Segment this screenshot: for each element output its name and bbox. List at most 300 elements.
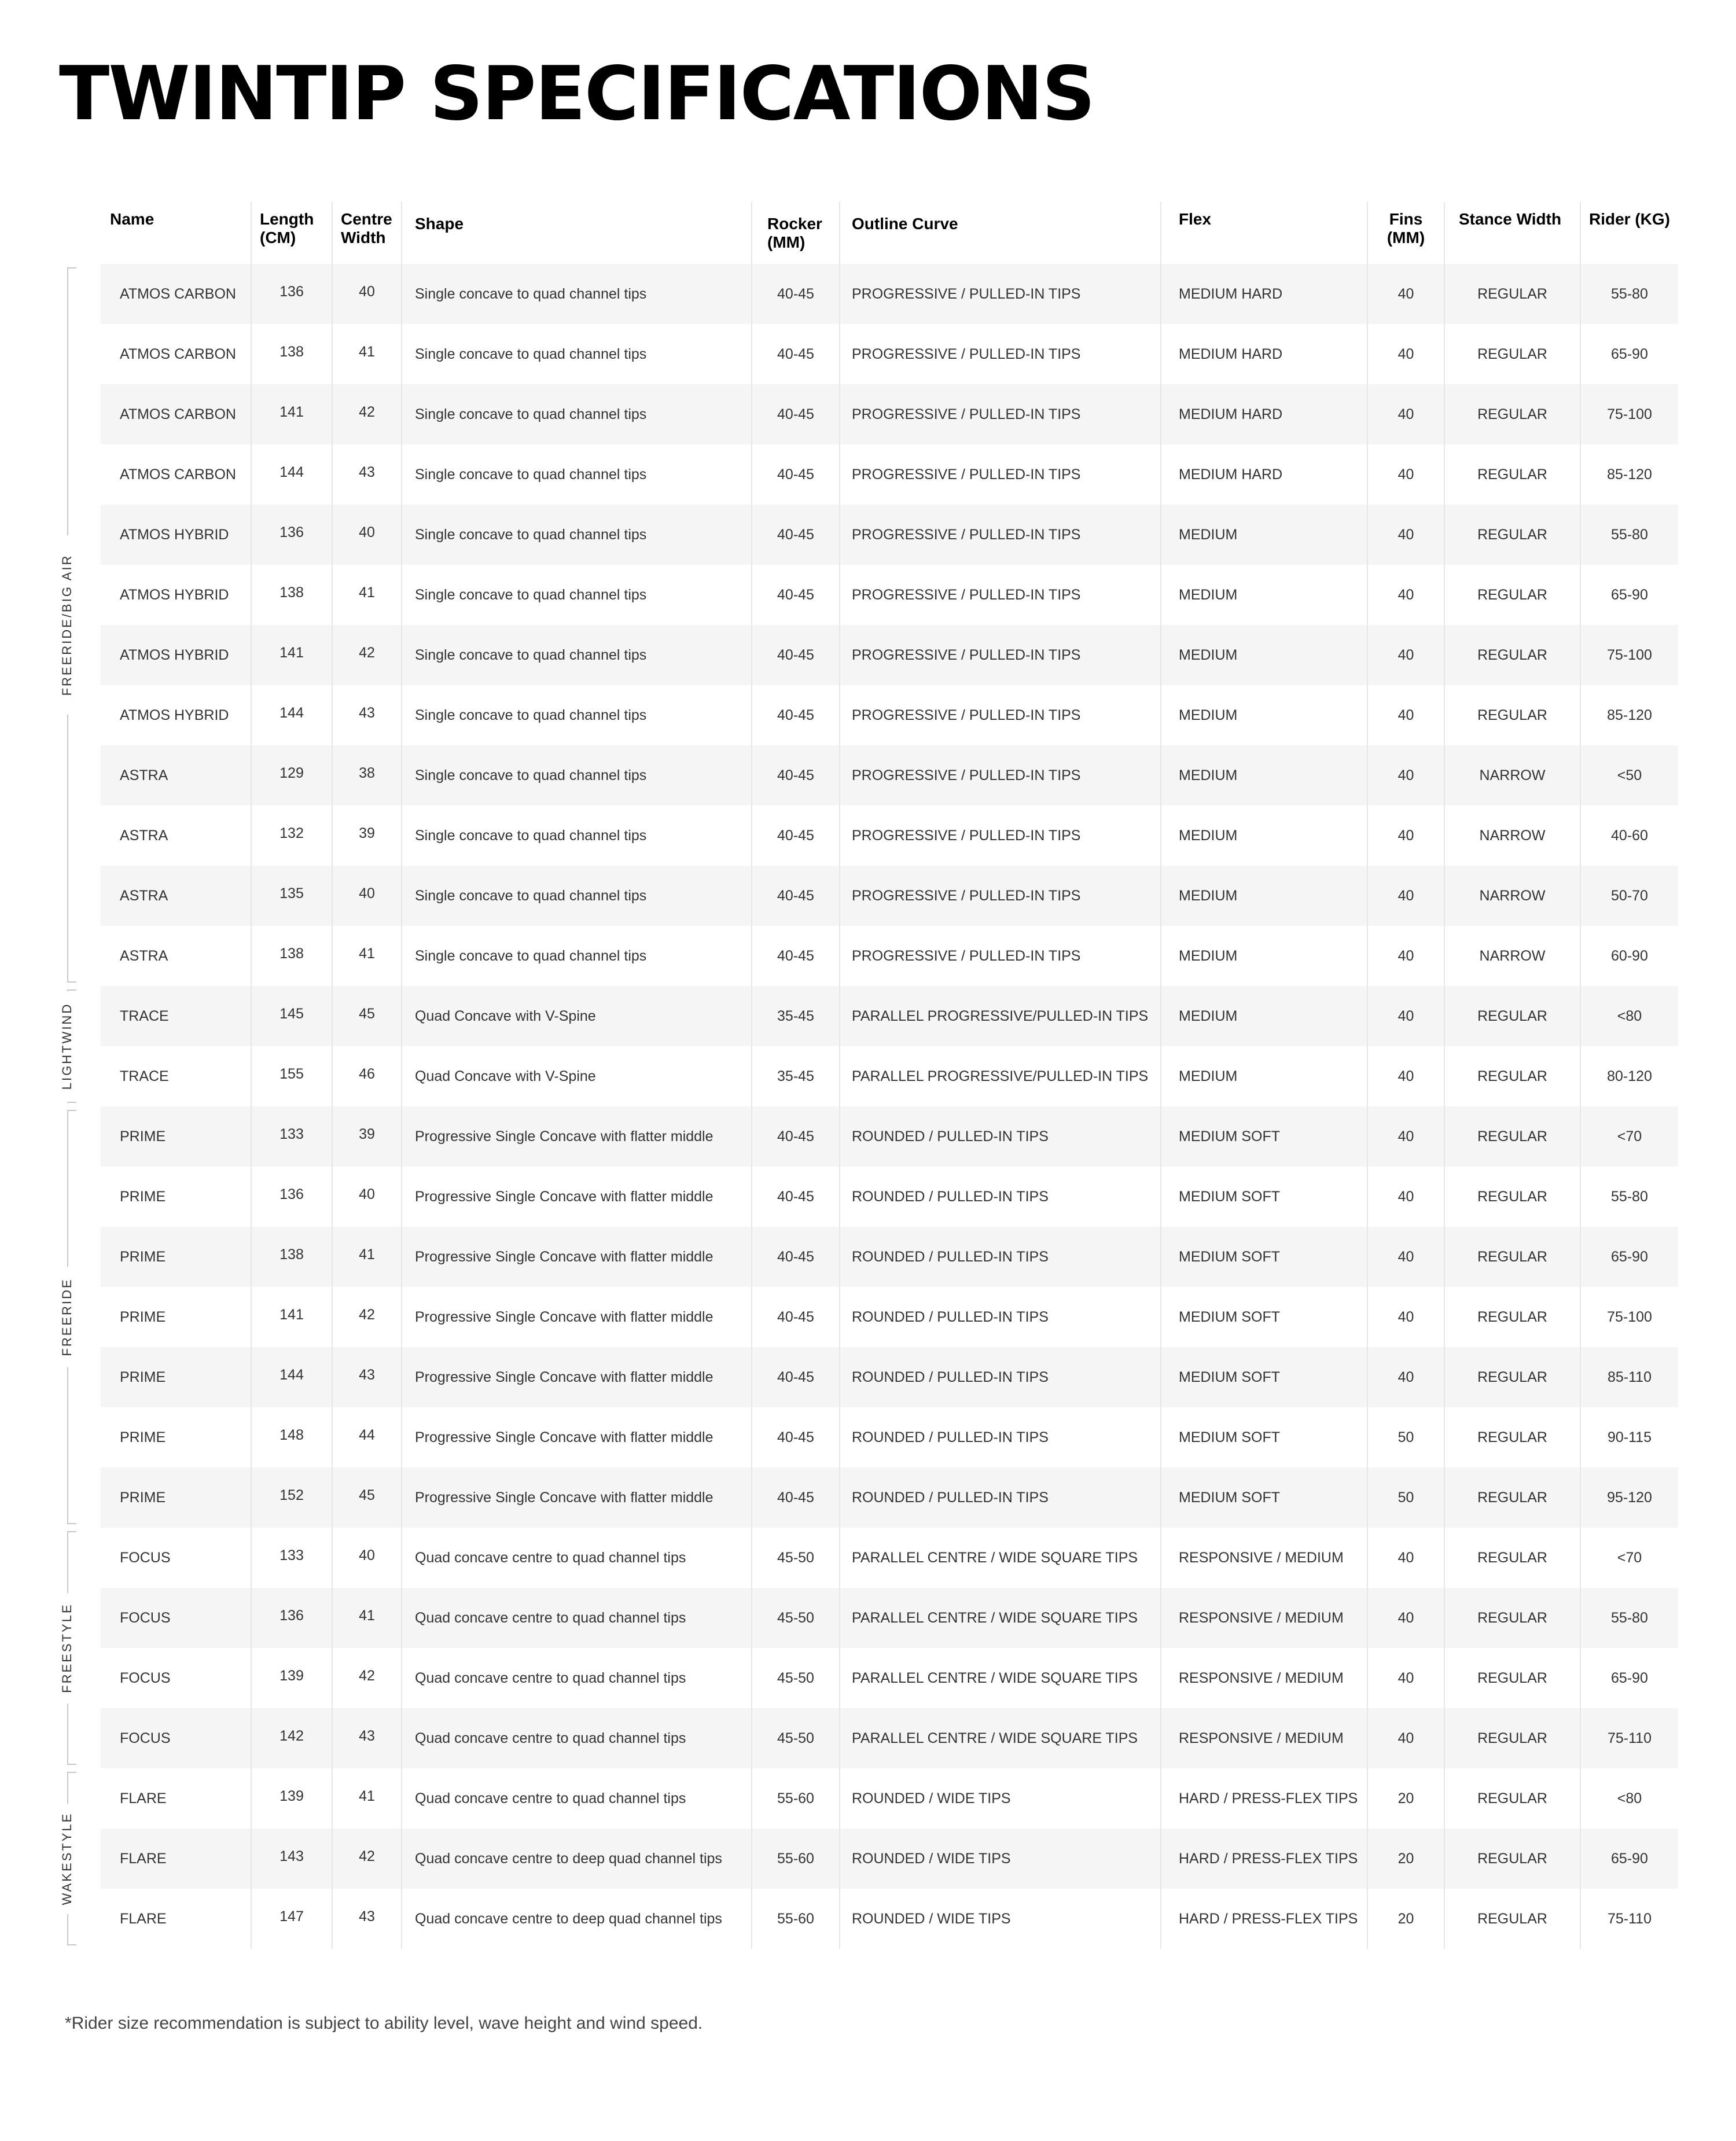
stance-width-cell: REGULAR [1444, 1528, 1580, 1588]
shape-cell: Quad Concave with V-Spine [402, 986, 752, 1046]
fins-cell: 40 [1367, 324, 1444, 384]
bracket-cap-top [67, 1772, 76, 1773]
column-header-centre-width: Centre Width [332, 202, 402, 264]
flex-cell: MEDIUM [1161, 926, 1367, 986]
stance-width-cell: REGULAR [1444, 1768, 1580, 1829]
centre-width-cell: 42 [332, 1648, 402, 1708]
stance-width-cell: REGULAR [1444, 1106, 1580, 1167]
category-label: FREERIDE/BIG AIR [60, 554, 74, 696]
shape-cell: Quad concave centre to quad channel tips [402, 1648, 752, 1708]
shape-cell: Progressive Single Concave with flatter middle [402, 1407, 752, 1467]
flex-cell: MEDIUM HARD [1161, 384, 1367, 444]
flex-cell: HARD / PRESS-FLEX TIPS [1161, 1768, 1367, 1829]
shape-cell: Single concave to quad channel tips [402, 444, 752, 505]
rider-cell: 65-90 [1580, 1829, 1678, 1889]
outline-curve-cell: ROUNDED / PULLED-IN TIPS [840, 1467, 1161, 1528]
outline-curve-cell: PROGRESSIVE / PULLED-IN TIPS [840, 444, 1161, 505]
table-row [101, 1046, 1678, 1106]
bracket-cap-top [67, 1110, 76, 1111]
rider-cell: 60-90 [1580, 926, 1678, 986]
bracket-line [67, 989, 68, 991]
fins-cell: 40 [1367, 264, 1444, 324]
stance-width-cell: REGULAR [1444, 1287, 1580, 1347]
table-row [101, 1708, 1678, 1768]
table-row [101, 384, 1678, 444]
rider-cell: 85-120 [1580, 685, 1678, 745]
centre-width-cell: 44 [332, 1407, 402, 1467]
outline-curve-cell: PROGRESSIVE / PULLED-IN TIPS [840, 866, 1161, 926]
name-cell: PRIME [120, 1429, 166, 1445]
page-title: TWINTIP SPECIFICATIONS [59, 51, 1094, 137]
rocker-cell: 40-45 [752, 1467, 840, 1528]
column-header-name: Name [101, 202, 251, 264]
stance-width-cell: REGULAR [1444, 1407, 1580, 1467]
name-cell: ASTRA [101, 745, 251, 805]
shape-cell: Single concave to quad channel tips [402, 324, 752, 384]
centre-width-cell: 39 [332, 805, 402, 866]
fins-cell: 40 [1367, 805, 1444, 866]
rider-cell: 65-90 [1580, 565, 1678, 625]
shape-cell: Quad Concave with V-Spine [402, 1046, 752, 1106]
flex-cell: MEDIUM [1161, 986, 1367, 1046]
name-cell: ATMOS CARBON [120, 466, 236, 483]
length-cell: 144 [251, 444, 332, 505]
outline-curve-cell: ROUNDED / PULLED-IN TIPS [840, 1167, 1161, 1227]
outline-curve-cell: PROGRESSIVE / PULLED-IN TIPS [840, 264, 1161, 324]
shape-cell: Single concave to quad channel tips [402, 625, 752, 685]
shape-cell: Single concave to quad channel tips [402, 805, 752, 866]
outline-curve-cell: ROUNDED / WIDE TIPS [840, 1768, 1161, 1829]
name-cell: PRIME [120, 1188, 166, 1205]
fins-cell: 40 [1367, 1106, 1444, 1167]
name-cell: PRIME [101, 1106, 251, 1167]
fins-cell: 40 [1367, 866, 1444, 926]
column-header-stance-width: Stance Width [1444, 202, 1580, 264]
centre-width-cell: 42 [332, 1287, 402, 1347]
length-cell: 136 [251, 1588, 332, 1648]
bracket-line [67, 1110, 68, 1267]
category-label: FREERIDE [60, 1278, 74, 1356]
fins-cell: 40 [1367, 685, 1444, 745]
rocker-cell: 45-50 [752, 1708, 840, 1768]
outline-curve-cell: PROGRESSIVE / PULLED-IN TIPS [840, 565, 1161, 625]
table-row [101, 505, 1678, 565]
rider-cell: 55-80 [1580, 264, 1678, 324]
stance-width-cell: NARROW [1444, 805, 1580, 866]
rider-cell: 65-90 [1580, 1648, 1678, 1708]
fins-cell: 40 [1367, 625, 1444, 685]
stance-width-cell: REGULAR [1444, 1648, 1580, 1708]
rider-cell: 75-100 [1580, 625, 1678, 685]
table-row [101, 805, 1678, 866]
bracket-cap-bottom [67, 1102, 76, 1103]
flex-cell: MEDIUM [1161, 805, 1367, 866]
table-row [101, 1167, 1678, 1227]
rocker-cell: 40-45 [752, 565, 840, 625]
shape-cell: Quad concave centre to quad channel tips [402, 1768, 752, 1829]
flex-cell: MEDIUM HARD [1161, 324, 1367, 384]
table-row [101, 986, 1678, 1046]
shape-cell: Quad concave centre to quad channel tips [402, 1528, 752, 1588]
name-cell: FLARE [120, 1910, 167, 1927]
outline-curve-cell: PROGRESSIVE / PULLED-IN TIPS [840, 625, 1161, 685]
flex-cell: MEDIUM [1161, 745, 1367, 805]
category-label: WAKESTYLE [60, 1812, 74, 1905]
rocker-cell: 40-45 [752, 805, 840, 866]
name-cell: FLARE [101, 1829, 251, 1889]
length-cell: 144 [251, 1347, 332, 1407]
flex-cell: MEDIUM [1161, 685, 1367, 745]
name-cell: TRACE [101, 986, 251, 1046]
rocker-cell: 40-45 [752, 745, 840, 805]
rider-cell: 75-100 [1580, 384, 1678, 444]
stance-width-cell: REGULAR [1444, 1829, 1580, 1889]
name-cell: PRIME [101, 1347, 251, 1407]
stance-width-cell: REGULAR [1444, 1889, 1580, 1949]
rocker-cell: 40-45 [752, 625, 840, 685]
rider-cell: 85-120 [1580, 444, 1678, 505]
rider-cell: 65-90 [1580, 324, 1678, 384]
stance-width-cell: REGULAR [1444, 324, 1580, 384]
rocker-cell: 40-45 [752, 505, 840, 565]
rider-cell: <70 [1580, 1528, 1678, 1588]
shape-cell: Quad concave centre to quad channel tips [402, 1708, 752, 1768]
fins-cell: 20 [1367, 1829, 1444, 1889]
fins-cell: 40 [1367, 1588, 1444, 1648]
bracket-cap-bottom [67, 981, 76, 983]
centre-width-cell: 41 [332, 565, 402, 625]
centre-width-cell: 40 [332, 505, 402, 565]
flex-cell: MEDIUM HARD [1161, 444, 1367, 505]
rocker-cell: 55-60 [752, 1829, 840, 1889]
outline-curve-cell: ROUNDED / WIDE TIPS [840, 1889, 1161, 1949]
shape-cell: Quad concave centre to deep quad channel tips [402, 1829, 752, 1889]
length-cell: 129 [251, 745, 332, 805]
rocker-cell: 40-45 [752, 1407, 840, 1467]
bracket-cap-top [67, 989, 76, 991]
length-cell: 132 [251, 805, 332, 866]
fins-cell: 40 [1367, 926, 1444, 986]
length-cell: 136 [251, 1167, 332, 1227]
outline-curve-cell: PARALLEL CENTRE / WIDE SQUARE TIPS [840, 1648, 1161, 1708]
name-cell: ATMOS CARBON [120, 345, 236, 362]
outline-curve-cell: ROUNDED / WIDE TIPS [840, 1829, 1161, 1889]
centre-width-cell: 40 [332, 264, 402, 324]
flex-cell: RESPONSIVE / MEDIUM [1161, 1708, 1367, 1768]
length-cell: 138 [251, 1227, 332, 1287]
length-cell: 144 [251, 685, 332, 745]
flex-cell: MEDIUM SOFT [1161, 1407, 1367, 1467]
category-sidebar [58, 264, 87, 1933]
rider-cell: 50-70 [1580, 866, 1678, 926]
centre-width-cell: 45 [332, 1467, 402, 1528]
rocker-cell: 40-45 [752, 444, 840, 505]
rocker-cell: 55-60 [752, 1889, 840, 1949]
name-cell: ATMOS HYBRID [101, 625, 251, 685]
flex-cell: HARD / PRESS-FLEX TIPS [1161, 1889, 1367, 1949]
rider-cell: 40-60 [1580, 805, 1678, 866]
column-header-outline-curve: Outline Curve [840, 202, 1161, 264]
centre-width-cell: 46 [332, 1046, 402, 1106]
length-cell: 139 [251, 1648, 332, 1708]
rocker-cell: 40-45 [752, 324, 840, 384]
name-cell: FLARE [120, 1790, 167, 1807]
length-cell: 136 [251, 264, 332, 324]
fins-cell: 40 [1367, 986, 1444, 1046]
name-cell: FOCUS [101, 1708, 251, 1768]
fins-cell: 50 [1367, 1407, 1444, 1467]
fins-cell: 40 [1367, 1227, 1444, 1287]
rocker-cell: 35-45 [752, 1046, 840, 1106]
rocker-cell: 40-45 [752, 1167, 840, 1227]
flex-cell: RESPONSIVE / MEDIUM [1161, 1588, 1367, 1648]
bracket-line [67, 1914, 68, 1946]
bracket-cap-bottom [67, 1944, 76, 1945]
shape-cell: Single concave to quad channel tips [402, 866, 752, 926]
length-cell: 145 [251, 986, 332, 1046]
flex-cell: HARD / PRESS-FLEX TIPS [1161, 1829, 1367, 1889]
centre-width-cell: 45 [332, 986, 402, 1046]
length-cell: 136 [251, 505, 332, 565]
fins-cell: 40 [1367, 745, 1444, 805]
name-cell: PRIME [101, 1227, 251, 1287]
shape-cell: Single concave to quad channel tips [402, 565, 752, 625]
table-row [101, 685, 1678, 745]
fins-cell: 40 [1367, 1287, 1444, 1347]
rocker-cell: 55-60 [752, 1768, 840, 1829]
rocker-cell: 45-50 [752, 1588, 840, 1648]
outline-curve-cell: PROGRESSIVE / PULLED-IN TIPS [840, 384, 1161, 444]
stance-width-cell: NARROW [1444, 866, 1580, 926]
table-row [101, 745, 1678, 805]
rider-cell: <80 [1580, 1768, 1678, 1829]
name-cell: FOCUS [101, 1588, 251, 1648]
column-header-shape: Shape [402, 202, 752, 264]
name-cell: PRIME [120, 1308, 166, 1325]
stance-width-cell: REGULAR [1444, 1708, 1580, 1768]
table-row [101, 1407, 1678, 1467]
length-cell: 133 [251, 1106, 332, 1167]
shape-cell: Single concave to quad channel tips [402, 926, 752, 986]
shape-cell: Single concave to quad channel tips [402, 264, 752, 324]
rocker-cell: 45-50 [752, 1528, 840, 1588]
table-row [101, 1889, 1678, 1949]
fins-cell: 40 [1367, 565, 1444, 625]
centre-width-cell: 42 [332, 1829, 402, 1889]
centre-width-cell: 43 [332, 1708, 402, 1768]
flex-cell: MEDIUM SOFT [1161, 1106, 1367, 1167]
column-header-flex: Flex [1161, 202, 1367, 264]
flex-cell: MEDIUM SOFT [1161, 1227, 1367, 1287]
category-label: LIGHTWIND [60, 1002, 74, 1090]
shape-cell: Progressive Single Concave with flatter middle [402, 1467, 752, 1528]
centre-width-cell: 39 [332, 1106, 402, 1167]
flex-cell: MEDIUM SOFT [1161, 1287, 1367, 1347]
flex-cell: MEDIUM SOFT [1161, 1167, 1367, 1227]
length-cell: 148 [251, 1407, 332, 1467]
rider-cell: 80-120 [1580, 1046, 1678, 1106]
shape-cell: Progressive Single Concave with flatter middle [402, 1347, 752, 1407]
stance-width-cell: REGULAR [1444, 1588, 1580, 1648]
stance-width-cell: REGULAR [1444, 1467, 1580, 1528]
table-row [101, 866, 1678, 926]
rider-cell: 85-110 [1580, 1347, 1678, 1407]
outline-curve-cell: PROGRESSIVE / PULLED-IN TIPS [840, 805, 1161, 866]
outline-curve-cell: PROGRESSIVE / PULLED-IN TIPS [840, 926, 1161, 986]
specifications-table [101, 202, 1678, 1949]
outline-curve-cell: ROUNDED / PULLED-IN TIPS [840, 1227, 1161, 1287]
shape-cell: Progressive Single Concave with flatter middle [402, 1167, 752, 1227]
footnote: *Rider size recommendation is subject to ability level, wave height and wind speed. [65, 2014, 703, 2033]
length-cell: 139 [251, 1768, 332, 1829]
rider-cell: 75-110 [1580, 1708, 1678, 1768]
name-cell: ATMOS CARBON [101, 264, 251, 324]
centre-width-cell: 41 [332, 1768, 402, 1829]
table-header [101, 202, 1678, 264]
shape-cell: Single concave to quad channel tips [402, 745, 752, 805]
stance-width-cell: REGULAR [1444, 1227, 1580, 1287]
name-cell: TRACE [120, 1068, 169, 1084]
column-header-length: Length (CM) [251, 202, 332, 264]
flex-cell: MEDIUM [1161, 625, 1367, 685]
fins-cell: 40 [1367, 1528, 1444, 1588]
stance-width-cell: REGULAR [1444, 565, 1580, 625]
name-cell: ATMOS HYBRID [120, 586, 229, 603]
outline-curve-cell: ROUNDED / PULLED-IN TIPS [840, 1106, 1161, 1167]
rocker-cell: 40-45 [752, 926, 840, 986]
rider-cell: 65-90 [1580, 1227, 1678, 1287]
table-row [101, 1528, 1678, 1588]
shape-cell: Quad concave centre to quad channel tips [402, 1588, 752, 1648]
bracket-line [67, 1531, 68, 1593]
stance-width-cell: REGULAR [1444, 264, 1580, 324]
outline-curve-cell: PARALLEL CENTRE / WIDE SQUARE TIPS [840, 1708, 1161, 1768]
centre-width-cell: 43 [332, 1889, 402, 1949]
length-cell: 142 [251, 1708, 332, 1768]
bracket-cap-top [67, 1531, 76, 1532]
rocker-cell: 40-45 [752, 1287, 840, 1347]
stance-width-cell: REGULAR [1444, 1167, 1580, 1227]
column-header-fins: Fins (MM) [1367, 202, 1444, 264]
table-row [101, 1287, 1678, 1347]
outline-curve-cell: PROGRESSIVE / PULLED-IN TIPS [840, 685, 1161, 745]
length-cell: 133 [251, 1528, 332, 1588]
rider-cell: 75-110 [1580, 1889, 1678, 1949]
rider-cell: 95-120 [1580, 1467, 1678, 1528]
length-cell: 138 [251, 565, 332, 625]
category-label: FREESTYLE [60, 1603, 74, 1693]
stance-width-cell: REGULAR [1444, 505, 1580, 565]
centre-width-cell: 41 [332, 1227, 402, 1287]
table-row [101, 926, 1678, 986]
length-cell: 135 [251, 866, 332, 926]
bracket-line [67, 1772, 68, 1804]
name-cell: ATMOS HYBRID [101, 505, 251, 565]
rider-cell: 55-80 [1580, 505, 1678, 565]
table-row [101, 1467, 1678, 1528]
rocker-cell: 40-45 [752, 1347, 840, 1407]
table-row [101, 1347, 1678, 1407]
length-cell: 152 [251, 1467, 332, 1528]
stance-width-cell: REGULAR [1444, 625, 1580, 685]
rocker-cell: 40-45 [752, 1227, 840, 1287]
flex-cell: MEDIUM [1161, 565, 1367, 625]
shape-cell: Single concave to quad channel tips [402, 505, 752, 565]
bracket-line [67, 715, 68, 983]
flex-cell: MEDIUM [1161, 866, 1367, 926]
stance-width-cell: REGULAR [1444, 1347, 1580, 1407]
bracket-cap-bottom [67, 1764, 76, 1765]
fins-cell: 40 [1367, 1167, 1444, 1227]
shape-cell: Progressive Single Concave with flatter middle [402, 1106, 752, 1167]
rider-cell: 75-100 [1580, 1287, 1678, 1347]
name-cell: PRIME [101, 1467, 251, 1528]
table-row [101, 1829, 1678, 1889]
shape-cell: Single concave to quad channel tips [402, 384, 752, 444]
column-header-rocker: Rocker (MM) [752, 202, 840, 264]
fins-cell: 20 [1367, 1889, 1444, 1949]
flex-cell: MEDIUM [1161, 505, 1367, 565]
stance-width-cell: NARROW [1444, 745, 1580, 805]
shape-cell: Single concave to quad channel tips [402, 685, 752, 745]
stance-width-cell: NARROW [1444, 926, 1580, 986]
rocker-cell: 40-45 [752, 1106, 840, 1167]
name-cell: ASTRA [120, 947, 168, 964]
rocker-cell: 40-45 [752, 384, 840, 444]
centre-width-cell: 41 [332, 324, 402, 384]
table-row [101, 264, 1678, 324]
rider-cell: <50 [1580, 745, 1678, 805]
table-row [101, 565, 1678, 625]
bracket-line [67, 1704, 68, 1765]
stance-width-cell: REGULAR [1444, 444, 1580, 505]
bracket-cap-bottom [67, 1523, 76, 1524]
flex-cell: RESPONSIVE / MEDIUM [1161, 1528, 1367, 1588]
flex-cell: MEDIUM SOFT [1161, 1467, 1367, 1528]
rider-cell: <70 [1580, 1106, 1678, 1167]
rider-cell: 55-80 [1580, 1588, 1678, 1648]
flex-cell: RESPONSIVE / MEDIUM [1161, 1648, 1367, 1708]
table-row [101, 1588, 1678, 1648]
stance-width-cell: REGULAR [1444, 1046, 1580, 1106]
rider-cell: 90-115 [1580, 1407, 1678, 1467]
shape-cell: Quad concave centre to deep quad channel tips [402, 1889, 752, 1949]
length-cell: 147 [251, 1889, 332, 1949]
table-row [101, 324, 1678, 384]
table-row [101, 1106, 1678, 1167]
rocker-cell: 35-45 [752, 986, 840, 1046]
shape-cell: Progressive Single Concave with flatter middle [402, 1287, 752, 1347]
stance-width-cell: REGULAR [1444, 986, 1580, 1046]
centre-width-cell: 42 [332, 625, 402, 685]
table-row [101, 625, 1678, 685]
table-row [101, 1768, 1678, 1829]
outline-curve-cell: PARALLEL PROGRESSIVE/PULLED-IN TIPS [840, 986, 1161, 1046]
fins-cell: 40 [1367, 1708, 1444, 1768]
centre-width-cell: 43 [332, 1347, 402, 1407]
rocker-cell: 45-50 [752, 1648, 840, 1708]
rider-cell: 55-80 [1580, 1167, 1678, 1227]
table-row [101, 1648, 1678, 1708]
outline-curve-cell: PROGRESSIVE / PULLED-IN TIPS [840, 324, 1161, 384]
centre-width-cell: 40 [332, 866, 402, 926]
centre-width-cell: 42 [332, 384, 402, 444]
name-cell: FOCUS [120, 1669, 171, 1686]
length-cell: 138 [251, 926, 332, 986]
length-cell: 138 [251, 324, 332, 384]
fins-cell: 50 [1367, 1467, 1444, 1528]
table-row [101, 444, 1678, 505]
